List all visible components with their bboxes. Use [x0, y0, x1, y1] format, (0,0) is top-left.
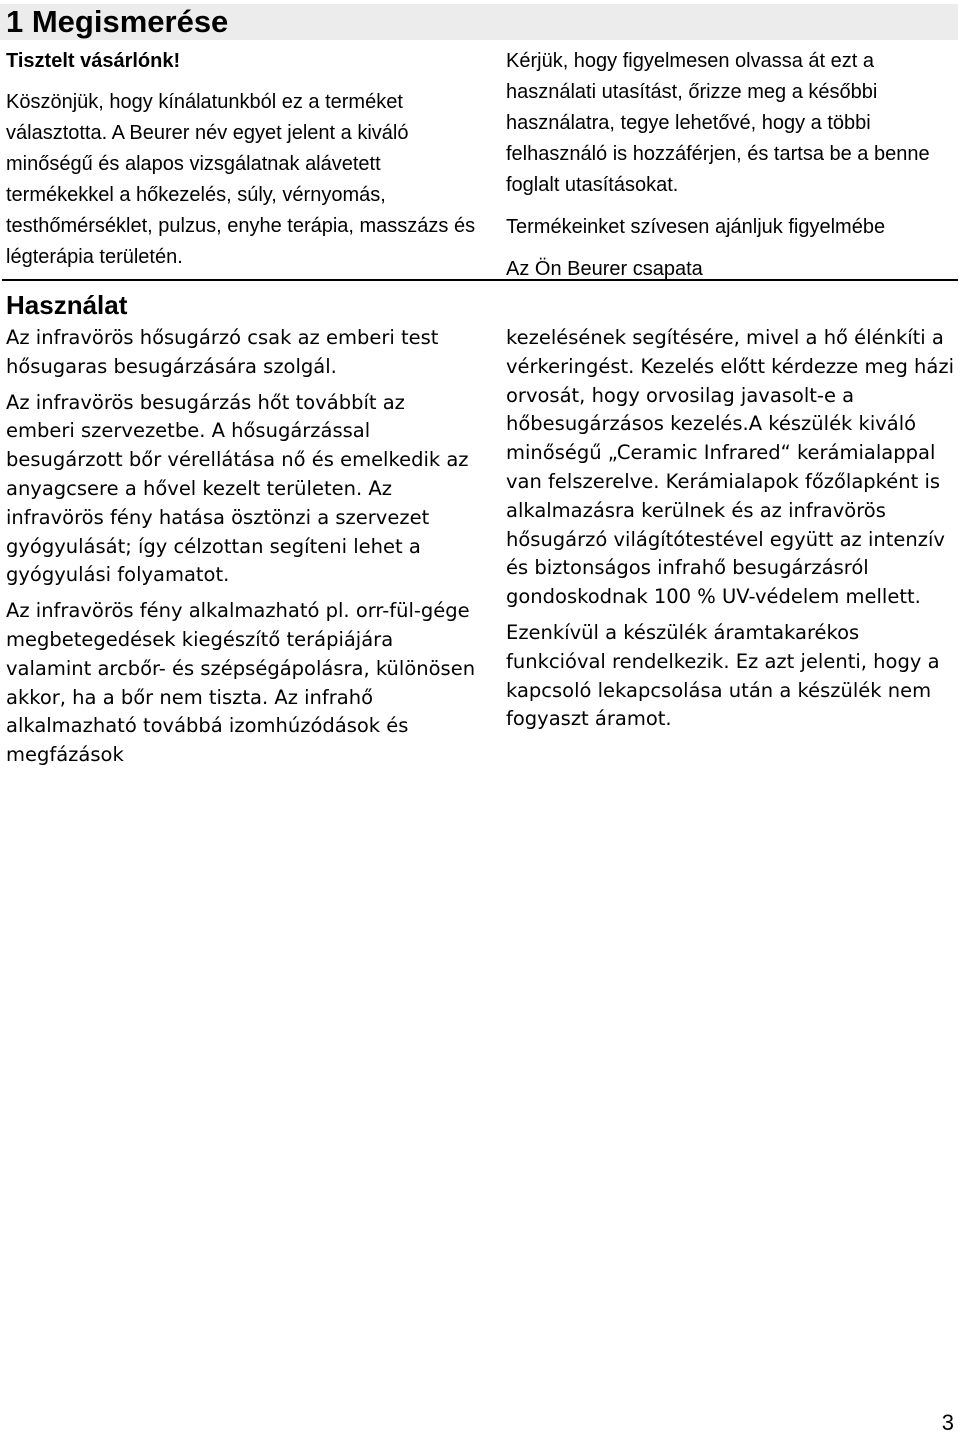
usage-paragraph: Az infravörös besugárzás hőt továbbít az emberi szervezetbe. A hősugárzással besugárzott bőr vérellátása nő és emelkedik az anyagcsere a hővel kezelt területen. Az infravörös fény hatása ösztönzi a szervezet gyógyulását; így célzottan segíteni lehet a gyógyulási folyamatot.	[6, 390, 469, 587]
usage-paragraph: kezelésének segítésére, mivel a hő élénkíti a vérkeringést. Kezelés előtt kérdezze meg házi orvosát, hogy orvosilag javasolt-e a hőbesugárzásos kezelés.A készülék kiváló minőségű „Ceramic Infrared“ kerámialappal van felszerelve. Kerámialapok főzőlapként is alkalmazásra kerülnek és az infravörös hősugárzó világítótestével együtt az intenzív és biztonságos infrahő besugárzásról gondoskodnak 100 % UV-védelem mellett.	[506, 326, 955, 609]
usage-paragraph: Az infravörös hősugárzó csak az emberi test hősugaras besugárzására szolgál.	[6, 326, 439, 378]
greeting: Tisztelt vásárlónk!	[6, 50, 181, 72]
signature-line: Az Ön Beurer csapata	[506, 258, 703, 280]
recommendation-line: Termékeinket szívesen ajánljuk figyelmébe	[506, 216, 886, 238]
intro-left-column	[6, 46, 476, 273]
intro-right-column	[506, 46, 958, 285]
page-number: 3	[941, 1410, 954, 1435]
instructions-paragraph: Kérjük, hogy figyelmesen olvassa át ezt a használati utasítást, őrizze meg a későbbi használatra, tegye lehetővé, hogy a többi felhasználó is hozzáférjen, és tartsa be a benne foglalt utasításokat.	[506, 50, 930, 196]
section-title: 1 Megismerése	[6, 4, 229, 39]
usage-heading: Használat	[6, 290, 128, 320]
usage-paragraph: Az infravörös fény alkalmazható pl. orr-fül-gége megbetegedések kiegészítő terápiájára valamint arcbőr- és szépségápolásra, különösen akkor, ha a bőr nem tiszta. Az infrahő alkalmazható továbbá izomhúzódások és megfázások	[6, 599, 476, 767]
usage-right-column	[506, 324, 958, 734]
usage-paragraph: Ezenkívül a készülék áramtakarékos funkcióval rendelkezik. Ez azt jelenti, hogy a kapcsoló lekapcsolása után a készülék nem fogyaszt áramot.	[506, 620, 940, 731]
usage-left-column	[6, 324, 476, 770]
intro-paragraph: Köszönjük, hogy kínálatunkból ez a terméket választotta. A Beurer név egyet jelent a kiváló minőségű és alapos vizsgálatnak alávetett termékekkel a hőkezelés, súly, vérnyomás, testhőmérséklet, pulzus, enyhe terápia, masszázs és légterápia területén.	[6, 91, 476, 268]
section-divider	[2, 279, 958, 281]
